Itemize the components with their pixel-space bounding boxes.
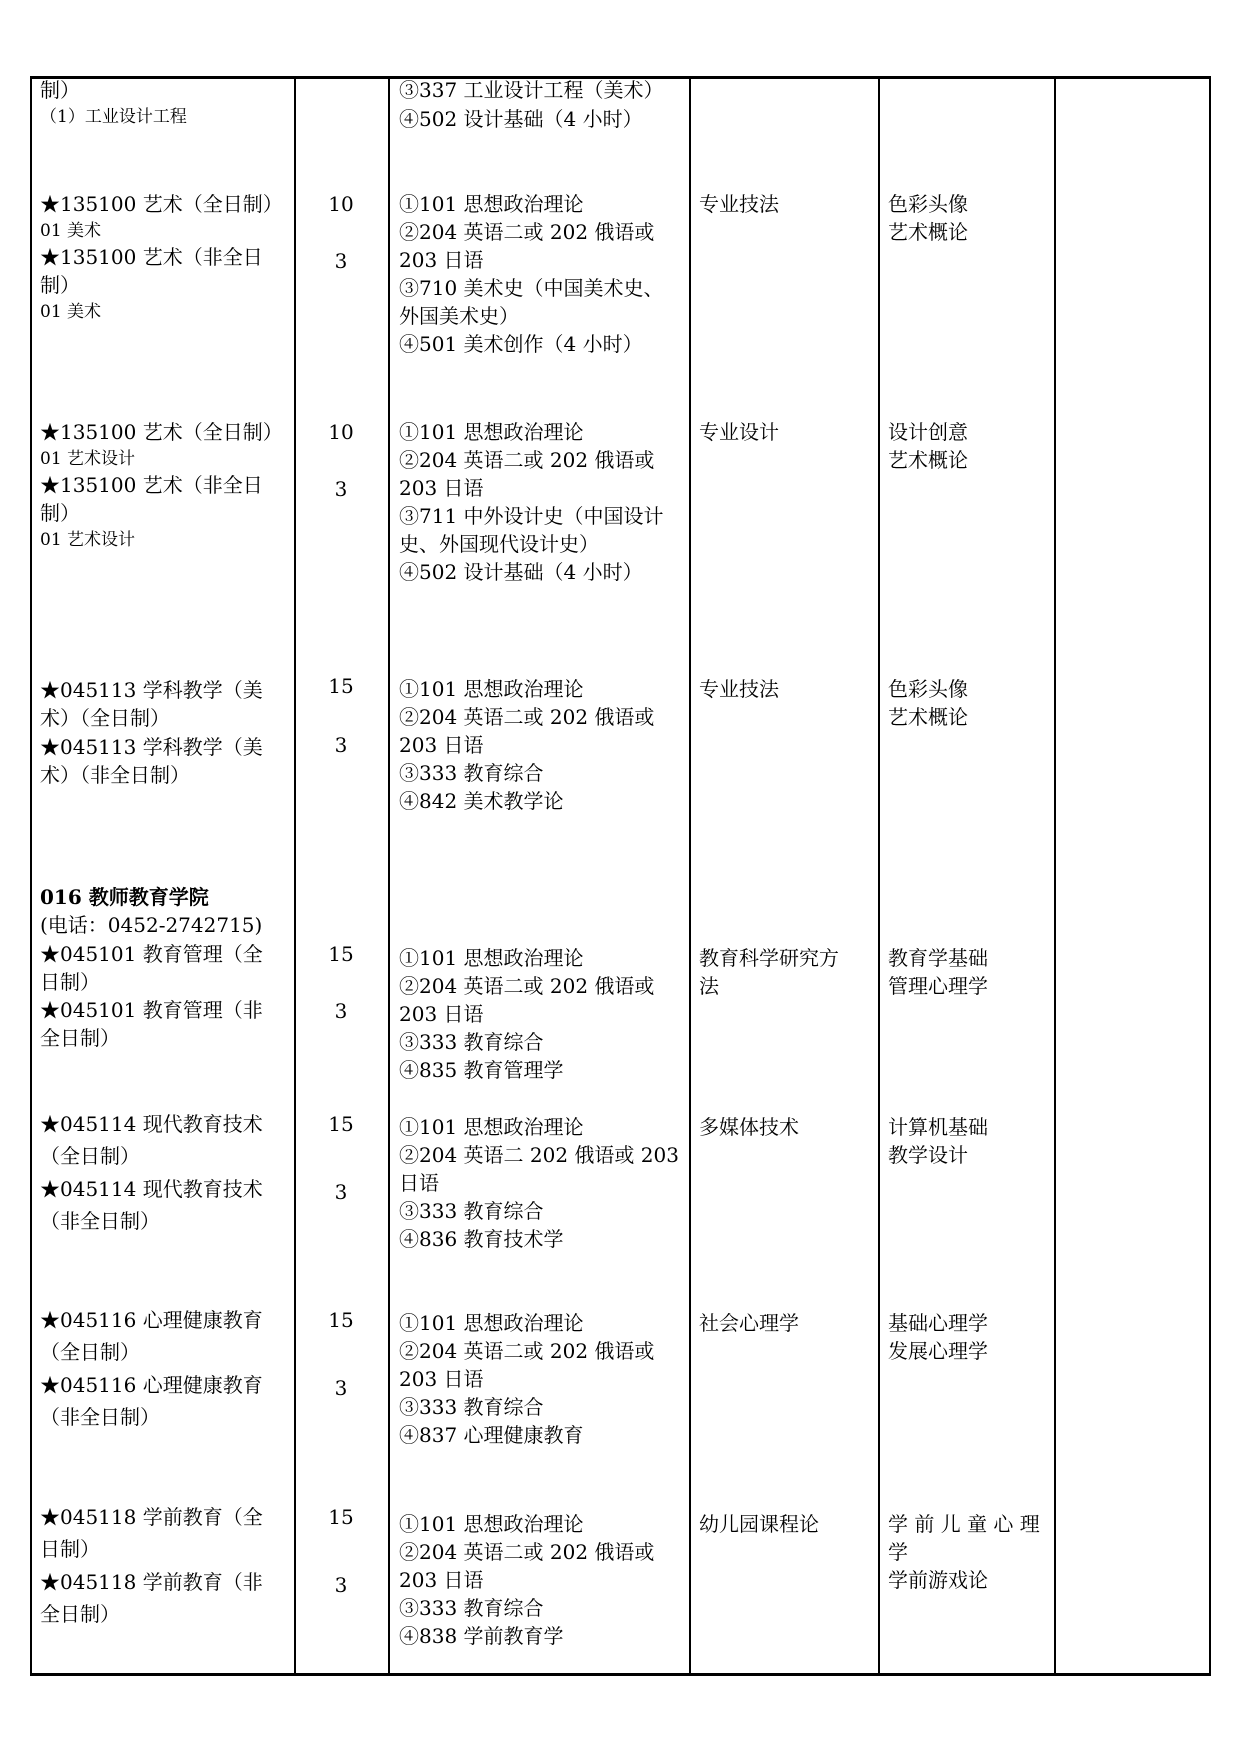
enrollment-fulltime: 15 xyxy=(328,674,354,698)
exam-subject: ②204 英语二或 202 俄语或 xyxy=(399,220,655,244)
program-line: ★045118 学前教育（非 xyxy=(40,1570,263,1594)
column-divider xyxy=(878,76,880,1676)
program-line: 01 美术 xyxy=(40,302,102,322)
program-line: 01 美术 xyxy=(40,221,102,241)
exam-subject: 203 日语 xyxy=(399,733,484,757)
exam-subject: ④836 教育技术学 xyxy=(399,1227,564,1251)
equivalent-subject: 艺术概论 xyxy=(888,220,968,244)
enrollment-fulltime: 15 xyxy=(328,1112,354,1136)
exam-subject: ①101 思想政治理论 xyxy=(399,677,584,701)
enrollment-parttime: 3 xyxy=(334,999,348,1023)
exam-subject: ①101 思想政治理论 xyxy=(399,1512,584,1536)
exam-subject: ③337 工业设计工程（美术） xyxy=(399,78,664,102)
program-line: ★135100 艺术（全日制） xyxy=(40,192,283,216)
column-divider xyxy=(294,76,296,1676)
enrollment-parttime: 3 xyxy=(334,1180,348,1204)
retest-subject: 幼儿园课程论 xyxy=(699,1512,819,1536)
equivalent-subject: 色彩头像 xyxy=(888,192,968,216)
column-divider xyxy=(1054,76,1056,1676)
exam-subject: ②204 英语二 202 俄语或 203 xyxy=(399,1143,679,1167)
equivalent-subject: 教育学基础 xyxy=(888,946,988,970)
enrollment-fulltime: 10 xyxy=(328,192,354,216)
exam-subject: ①101 思想政治理论 xyxy=(399,420,584,444)
exam-subject: ①101 思想政治理论 xyxy=(399,1115,584,1139)
exam-subject: ②204 英语二或 202 俄语或 xyxy=(399,1339,655,1363)
program-line: 制） xyxy=(40,78,80,102)
exam-subject: ②204 英语二或 202 俄语或 xyxy=(399,974,655,998)
exam-subject: 203 日语 xyxy=(399,1568,484,1592)
equivalent-subject: 艺术概论 xyxy=(888,705,968,729)
exam-subject: ③710 美术史（中国美术史、 xyxy=(399,276,664,300)
program-line: ★135100 艺术（全日制） xyxy=(40,420,283,444)
exam-subject: ④837 心理健康教育 xyxy=(399,1423,584,1447)
enrollment-parttime: 3 xyxy=(334,733,348,757)
exam-subject: 史、外国现代设计史） xyxy=(399,532,599,556)
program-line: ★045113 学科教学（美 xyxy=(40,735,263,759)
program-line: ★135100 艺术（非全日 xyxy=(40,473,263,497)
column-divider xyxy=(689,76,691,1676)
enrollment-parttime: 3 xyxy=(334,477,348,501)
program-line: ★045101 教育管理（全 xyxy=(40,942,263,966)
exam-subject: 203 日语 xyxy=(399,1002,484,1026)
retest-subject: 多媒体技术 xyxy=(699,1115,799,1139)
program-line: 日制） xyxy=(40,970,100,994)
exam-subject: ②204 英语二或 202 俄语或 xyxy=(399,448,655,472)
program-line: 术）（非全日制） xyxy=(40,763,190,787)
enrollment-parttime: 3 xyxy=(334,1573,348,1597)
program-line: （非全日制） xyxy=(40,1405,160,1429)
program-line: ★045118 学前教育（全 xyxy=(40,1505,263,1529)
exam-subject: ④502 设计基础（4 小时） xyxy=(399,107,643,131)
exam-subject: ③333 教育综合 xyxy=(399,1395,544,1419)
program-line: 全日制） xyxy=(40,1026,120,1050)
exam-subject: 外国美术史） xyxy=(399,304,519,328)
program-line: 术）（全日制） xyxy=(40,706,170,730)
equivalent-subject: 管理心理学 xyxy=(888,974,988,998)
exam-subject: ①101 思想政治理论 xyxy=(399,192,584,216)
retest-subject: 专业技法 xyxy=(699,192,779,216)
retest-subject: 专业技法 xyxy=(699,677,779,701)
retest-subject: 社会心理学 xyxy=(699,1311,799,1335)
equivalent-subject: 教学设计 xyxy=(888,1143,968,1167)
exam-subject: ④502 设计基础（4 小时） xyxy=(399,560,643,584)
program-line: （全日制） xyxy=(40,1340,140,1364)
exam-subject: ④838 学前教育学 xyxy=(399,1624,564,1648)
exam-subject: ②204 英语二或 202 俄语或 xyxy=(399,705,655,729)
equivalent-subject: 计算机基础 xyxy=(888,1115,988,1139)
program-line: 制） xyxy=(40,273,80,297)
program-line: ★045113 学科教学（美 xyxy=(40,678,263,702)
equivalent-subject: 学 前 儿 童 心 理 xyxy=(888,1512,1040,1536)
program-line: 日制） xyxy=(40,1537,100,1561)
exam-subject: 日语 xyxy=(399,1171,439,1195)
program-line: ★135100 艺术（非全日 xyxy=(40,245,263,269)
exam-subject: ①101 思想政治理论 xyxy=(399,946,584,970)
enrollment-parttime: 3 xyxy=(334,249,348,273)
program-line: （全日制） xyxy=(40,1144,140,1168)
equivalent-subject: 学前游戏论 xyxy=(888,1568,988,1592)
equivalent-subject: 设计创意 xyxy=(888,420,968,444)
enrollment-fulltime: 10 xyxy=(328,420,354,444)
retest-subject: 专业设计 xyxy=(699,420,779,444)
program-line: 01 艺术设计 xyxy=(40,530,136,550)
program-line: ★045114 现代教育技术 xyxy=(40,1112,263,1136)
program-line: 制） xyxy=(40,501,80,525)
exam-subject: ③333 教育综合 xyxy=(399,1596,544,1620)
exam-subject: ③333 教育综合 xyxy=(399,1030,544,1054)
exam-subject: ②204 英语二或 202 俄语或 xyxy=(399,1540,655,1564)
exam-subject: ③333 教育综合 xyxy=(399,1199,544,1223)
exam-subject: ③711 中外设计史（中国设计 xyxy=(399,504,664,528)
enrollment-parttime: 3 xyxy=(334,1376,348,1400)
department-phone: (电话：0452-2742715) xyxy=(40,913,263,937)
retest-subject: 法 xyxy=(699,974,719,998)
equivalent-subject: 发展心理学 xyxy=(888,1339,988,1363)
program-line: 01 艺术设计 xyxy=(40,449,136,469)
retest-subject: 教育科学研究方 xyxy=(699,946,839,970)
enrollment-fulltime: 15 xyxy=(328,942,354,966)
exam-subject: ④842 美术教学论 xyxy=(399,789,564,813)
equivalent-subject: 色彩头像 xyxy=(888,677,968,701)
admissions-table xyxy=(30,76,1211,1676)
equivalent-subject: 艺术概论 xyxy=(888,448,968,472)
equivalent-subject: 基础心理学 xyxy=(888,1311,988,1335)
program-line: 全日制） xyxy=(40,1602,120,1626)
exam-subject: ①101 思想政治理论 xyxy=(399,1311,584,1335)
department-header: 016 教师教育学院 xyxy=(40,885,209,909)
column-divider xyxy=(388,76,390,1676)
exam-subject: ③333 教育综合 xyxy=(399,761,544,785)
exam-subject: 203 日语 xyxy=(399,1367,484,1391)
exam-subject: ④501 美术创作（4 小时） xyxy=(399,332,643,356)
equivalent-subject: 学 xyxy=(888,1540,908,1564)
program-line: ★045101 教育管理（非 xyxy=(40,998,263,1022)
exam-subject: ④835 教育管理学 xyxy=(399,1058,564,1082)
program-line: （非全日制） xyxy=(40,1209,160,1233)
enrollment-fulltime: 15 xyxy=(328,1308,354,1332)
program-line: （1）工业设计工程 xyxy=(40,107,187,127)
program-line: ★045114 现代教育技术 xyxy=(40,1177,263,1201)
program-line: ★045116 心理健康教育 xyxy=(40,1373,263,1397)
program-line: ★045116 心理健康教育 xyxy=(40,1308,263,1332)
exam-subject: 203 日语 xyxy=(399,476,484,500)
enrollment-fulltime: 15 xyxy=(328,1505,354,1529)
exam-subject: 203 日语 xyxy=(399,248,484,272)
